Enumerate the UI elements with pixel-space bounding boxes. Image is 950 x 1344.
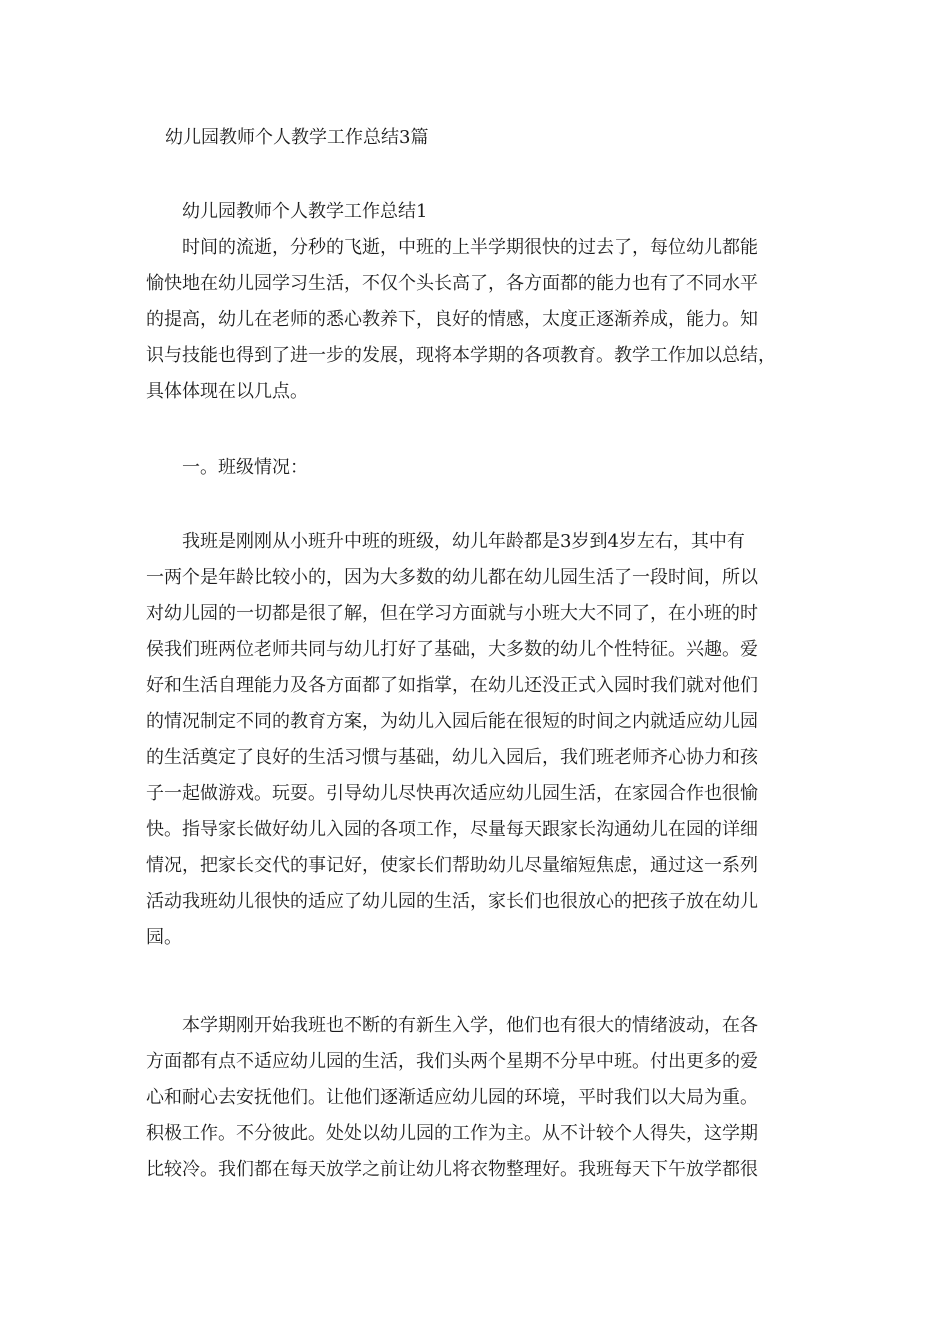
paragraph-line: 本学期刚开始我班也不断的有新生入学，他们也有很大的情绪波动，在各 <box>182 1015 758 1036</box>
document-title: 幼儿园教师个人教学工作总结3篇 <box>165 127 429 148</box>
paragraph-line: 快。指导家长做好幼儿入园的各项工作，尽量每天跟家长沟通幼儿在园的详细 <box>146 819 758 840</box>
class-situation-paragraph <box>146 524 826 956</box>
paragraph-line: 情况，把家长交代的事记好，使家长们帮助幼儿尽量缩短焦虑，通过这一系列 <box>146 855 758 876</box>
paragraph-line: 一两个是年龄比较小的，因为大多数的幼儿都在幼儿园生活了一段时间，所以 <box>146 567 758 588</box>
paragraph-line: 的提高，幼儿在老师的悉心教养下，良好的情感，太度正逐渐养成，能力。知 <box>146 309 758 330</box>
intro-paragraph <box>146 230 826 410</box>
new-students-paragraph <box>146 1008 826 1188</box>
paragraph-line: 对幼儿园的一切都是很了解，但在学习方面就与小班大大不同了，在小班的时 <box>146 603 758 624</box>
paragraph-line: 我班是刚刚从小班升中班的班级，幼儿年龄都是3岁到4岁左右，其中有 <box>182 531 745 552</box>
paragraph-line: 侯我们班两位老师共同与幼儿打好了基础，大多数的幼儿个性特征。兴趣。爱 <box>146 639 758 660</box>
section-heading: 一。班级情况： <box>182 457 308 478</box>
paragraph-line: 时间的流逝，分秒的飞逝，中班的上半学期很快的过去了，每位幼儿都能 <box>182 237 758 258</box>
paragraph-line: 方面都有点不适应幼儿园的生活，我们头两个星期不分早中班。付出更多的爱 <box>146 1051 758 1072</box>
paragraph-line: 愉快地在幼儿园学习生活，不仅个头长高了，各方面都的能力也有了不同水平 <box>146 273 758 294</box>
paragraph-line: 积极工作。不分彼此。处处以幼儿园的工作为主。从不计较个人得失，这学期 <box>146 1123 758 1144</box>
paragraph-line: 子一起做游戏。玩耍。引导幼儿尽快再次适应幼儿园生活，在家园合作也很愉 <box>146 783 758 804</box>
document-subtitle: 幼儿园教师个人教学工作总结1 <box>182 201 428 222</box>
paragraph-line: 好和生活自理能力及各方面都了如指掌，在幼儿还没正式入园时我们就对他们 <box>146 675 758 696</box>
paragraph-line: 识与技能也得到了进一步的发展，现将本学期的各项教育。教学工作加以总结， <box>146 345 776 366</box>
paragraph-line: 的情况制定不同的教育方案，为幼儿入园后能在很短的时间之内就适应幼儿园 <box>146 711 758 732</box>
paragraph-line: 心和耐心去安抚他们。让他们逐渐适应幼儿园的环境，平时我们以大局为重。 <box>146 1087 758 1108</box>
paragraph-line: 具体体现在以几点。 <box>146 381 308 402</box>
paragraph-line: 活动我班幼儿很快的适应了幼儿园的生活，家长们也很放心的把孩子放在幼儿 <box>146 891 758 912</box>
paragraph-line: 比较冷。我们都在每天放学之前让幼儿将衣物整理好。我班每天下午放学都很 <box>146 1159 758 1180</box>
paragraph-line: 园。 <box>146 927 182 948</box>
paragraph-line: 的生活奠定了良好的生活习惯与基础，幼儿入园后，我们班老师齐心协力和孩 <box>146 747 758 768</box>
